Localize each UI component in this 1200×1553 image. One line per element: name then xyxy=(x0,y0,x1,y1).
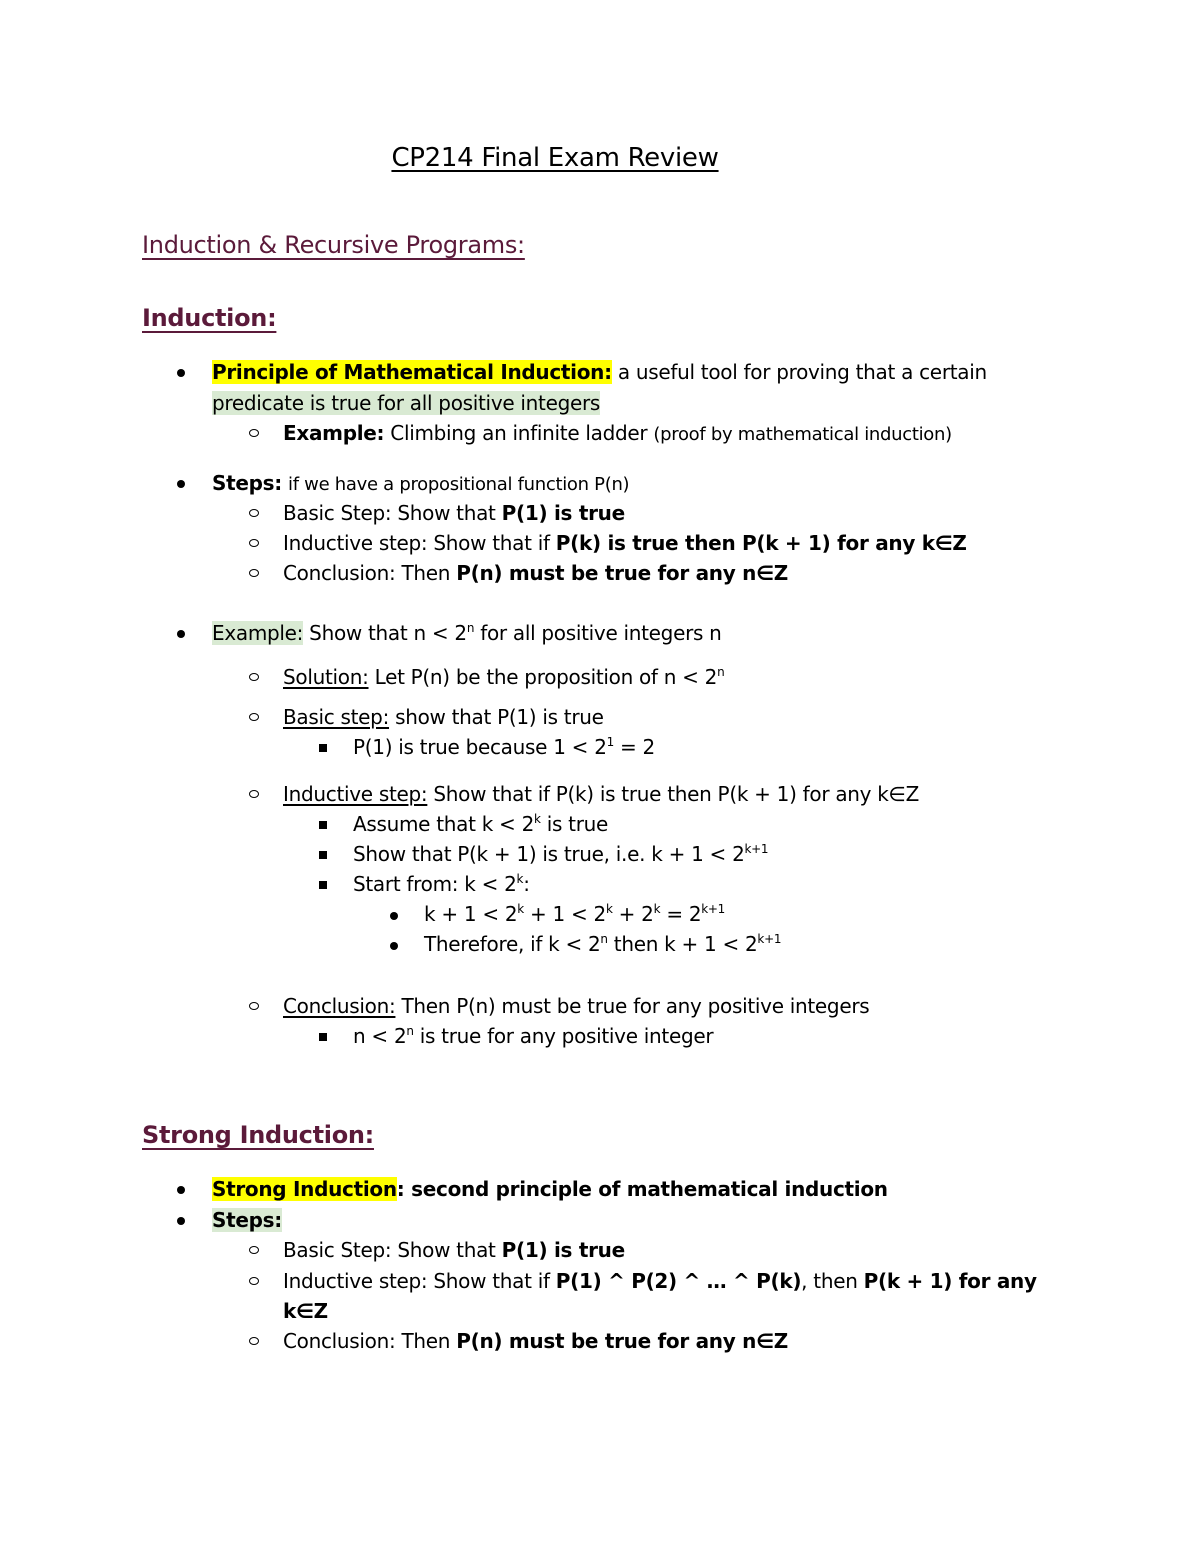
strong-conclusion-label: Conclusion: xyxy=(283,1329,396,1353)
steps-text: if we have a propositional function P(n) xyxy=(288,474,630,495)
calc-c: + 2 xyxy=(618,902,654,926)
strong-basic-line xyxy=(283,1235,625,1265)
assume-text: Assume that k < 2 xyxy=(353,812,534,836)
conclusion2-sub-a: n < 2 xyxy=(353,1024,407,1048)
start-line xyxy=(353,869,530,899)
strong-steps-label: Steps: xyxy=(212,1208,282,1232)
strong-inductive-text: Show that if xyxy=(433,1269,550,1293)
strong-steps-line xyxy=(212,1205,282,1235)
basic-step2-sub-text: P(1) is true because 1 < 2 xyxy=(353,735,607,759)
induction-heading: Induction: xyxy=(142,304,277,332)
square-bullet-icon xyxy=(319,851,327,859)
show-text: Show that P(k + 1) is true, i.e. k + 1 < 2 xyxy=(353,842,745,866)
square-bullet-icon xyxy=(319,821,327,829)
circle-bullet-icon xyxy=(249,713,259,721)
inductive-step-line xyxy=(283,528,967,558)
basic-step2-sub-tail: = 2 xyxy=(620,735,655,759)
calc-d: = 2 xyxy=(666,902,702,926)
section-heading: Induction & Recursive Programs: xyxy=(142,231,525,259)
therefore-b: then k + 1 < 2 xyxy=(613,932,758,956)
strong-inductive-line-2 xyxy=(283,1296,328,1326)
conclusion-text: Then xyxy=(401,561,451,585)
pmi-definition-2: predicate is true for all positive integers xyxy=(212,391,601,415)
strong-conclusion-line xyxy=(283,1326,788,1356)
circle-bullet-icon xyxy=(249,673,259,681)
strong-basic-label: Basic Step: xyxy=(283,1238,392,1262)
solution-sup: n xyxy=(717,665,725,679)
start-tail: : xyxy=(523,872,530,896)
strong-basic-bold: P(1) is true xyxy=(501,1238,625,1262)
calc-sup2: k xyxy=(605,902,613,916)
conclusion2-sub-sup: n xyxy=(406,1024,414,1038)
calc-a: k + 1 < 2 xyxy=(424,902,518,926)
pmi-line xyxy=(212,357,987,387)
strong-term: Strong Induction xyxy=(212,1177,397,1201)
pmi-definition: a useful tool for proving that a certain xyxy=(617,360,987,384)
conclusion-bold: P(n) must be true for any n∈Z xyxy=(456,561,788,585)
circle-bullet-icon xyxy=(249,539,259,547)
basic-step2-label: Basic step: xyxy=(283,705,390,729)
strong-inductive-label: Inductive step: xyxy=(283,1269,428,1293)
strong-def-line xyxy=(212,1174,888,1204)
circle-bullet-icon xyxy=(249,1337,259,1345)
bullet-icon xyxy=(177,369,185,377)
calc-sup4: k+1 xyxy=(701,902,726,916)
square-bullet-icon xyxy=(319,744,327,752)
inductive-step-label: Inductive step: xyxy=(283,531,428,555)
example-label: Example: xyxy=(283,421,385,445)
inductive-step2-text: Show that if P(k) is true then P(k + 1) for any k∈Z xyxy=(433,782,920,806)
bullet-icon xyxy=(177,630,185,638)
inductive-step-bold: P(k) is true then P(k + 1) for any k∈Z xyxy=(555,531,967,555)
solution-label: Solution: xyxy=(283,665,369,689)
strong-basic-text: Show that xyxy=(397,1238,496,1262)
example2-tail: for all positive integers n xyxy=(480,621,722,645)
circle-bullet-icon xyxy=(249,1277,259,1285)
bullet-icon xyxy=(390,912,398,920)
inductive-step2-label: Inductive step: xyxy=(283,782,428,806)
strong-inductive-mid: , then xyxy=(801,1269,858,1293)
strong-inductive-line xyxy=(283,1266,1037,1296)
show-line xyxy=(353,839,768,869)
strong-def: : second principle of mathematical induction xyxy=(396,1177,888,1201)
square-bullet-icon xyxy=(319,1033,327,1041)
basic-step2-sub-sup: 1 xyxy=(606,735,614,749)
calc-line xyxy=(424,899,725,929)
start-sup: k xyxy=(516,872,524,886)
bullet-icon xyxy=(390,942,398,950)
steps-label: Steps: xyxy=(212,471,282,495)
basic-step-text: Show that xyxy=(397,501,496,525)
basic-step-label: Basic Step: xyxy=(283,501,392,525)
circle-bullet-icon xyxy=(249,1002,259,1010)
calc-sup1: k xyxy=(517,902,524,916)
strong-conclusion-bold: P(n) must be true for any n∈Z xyxy=(456,1329,788,1353)
strong-inductive-bold1: P(1) ^ P(2) ^ … ^ P(k) xyxy=(555,1269,802,1293)
pmi-term: Principle of Mathematical Induction: xyxy=(212,360,612,384)
basic-step2-text: show that P(1) is true xyxy=(395,705,604,729)
pmi-line-2 xyxy=(212,388,600,418)
therefore-line xyxy=(424,929,781,959)
assume-tail: is true xyxy=(546,812,608,836)
example2-label: Example: xyxy=(212,621,304,645)
example-note: (proof by mathematical induction) xyxy=(653,424,952,445)
assume-sup: k xyxy=(534,812,541,826)
inductive-step-text: Show that if xyxy=(433,531,550,555)
conclusion-label: Conclusion: xyxy=(283,561,396,585)
bullet-icon xyxy=(177,1217,185,1225)
conclusion2-text: Then P(n) must be true for any positive integers xyxy=(401,994,870,1018)
example-text: Climbing an infinite ladder xyxy=(390,421,648,445)
example2-line xyxy=(212,618,722,648)
page-title: CP214 Final Exam Review xyxy=(391,143,719,173)
circle-bullet-icon xyxy=(249,509,259,517)
bullet-icon xyxy=(177,480,185,488)
calc-b: + 1 < 2 xyxy=(530,902,606,926)
therefore-a: Therefore, if k < 2 xyxy=(424,932,601,956)
example2-text: Show that n < 2 xyxy=(309,621,467,645)
solution-text: Let P(n) be the proposition of n < 2 xyxy=(374,665,718,689)
strong-conclusion-text: Then xyxy=(401,1329,451,1353)
circle-bullet-icon xyxy=(249,569,259,577)
basic-step-bold: P(1) is true xyxy=(501,501,625,525)
conclusion2-sub xyxy=(353,1021,713,1051)
start-text: Start from: k < 2 xyxy=(353,872,517,896)
strong-inductive-bold3: k∈Z xyxy=(283,1299,328,1323)
square-bullet-icon xyxy=(319,881,327,889)
steps-line xyxy=(212,468,629,500)
show-sup: k+1 xyxy=(744,842,769,856)
solution-line xyxy=(283,662,724,692)
basic-step2-line xyxy=(283,702,604,732)
conclusion2-line xyxy=(283,991,869,1021)
circle-bullet-icon xyxy=(249,790,259,798)
circle-bullet-icon xyxy=(249,1246,259,1254)
basic-step2-sub xyxy=(353,732,655,762)
circle-bullet-icon xyxy=(249,429,259,437)
therefore-sup1: n xyxy=(600,932,608,946)
strong-inductive-bold2: P(k + 1) for any xyxy=(863,1269,1037,1293)
assume-line xyxy=(353,809,608,839)
conclusion2-label: Conclusion: xyxy=(283,994,396,1018)
calc-sup3: k xyxy=(653,902,661,916)
example2-sup: n xyxy=(466,621,475,635)
bullet-icon xyxy=(177,1186,185,1194)
inductive-step2-line xyxy=(283,779,919,809)
conclusion-line xyxy=(283,558,788,588)
therefore-sup2: k+1 xyxy=(757,932,782,946)
example-line xyxy=(283,418,952,450)
strong-induction-heading: Strong Induction: xyxy=(142,1121,374,1149)
conclusion2-sub-b: is true for any positive integer xyxy=(419,1024,714,1048)
basic-step-line xyxy=(283,498,625,528)
